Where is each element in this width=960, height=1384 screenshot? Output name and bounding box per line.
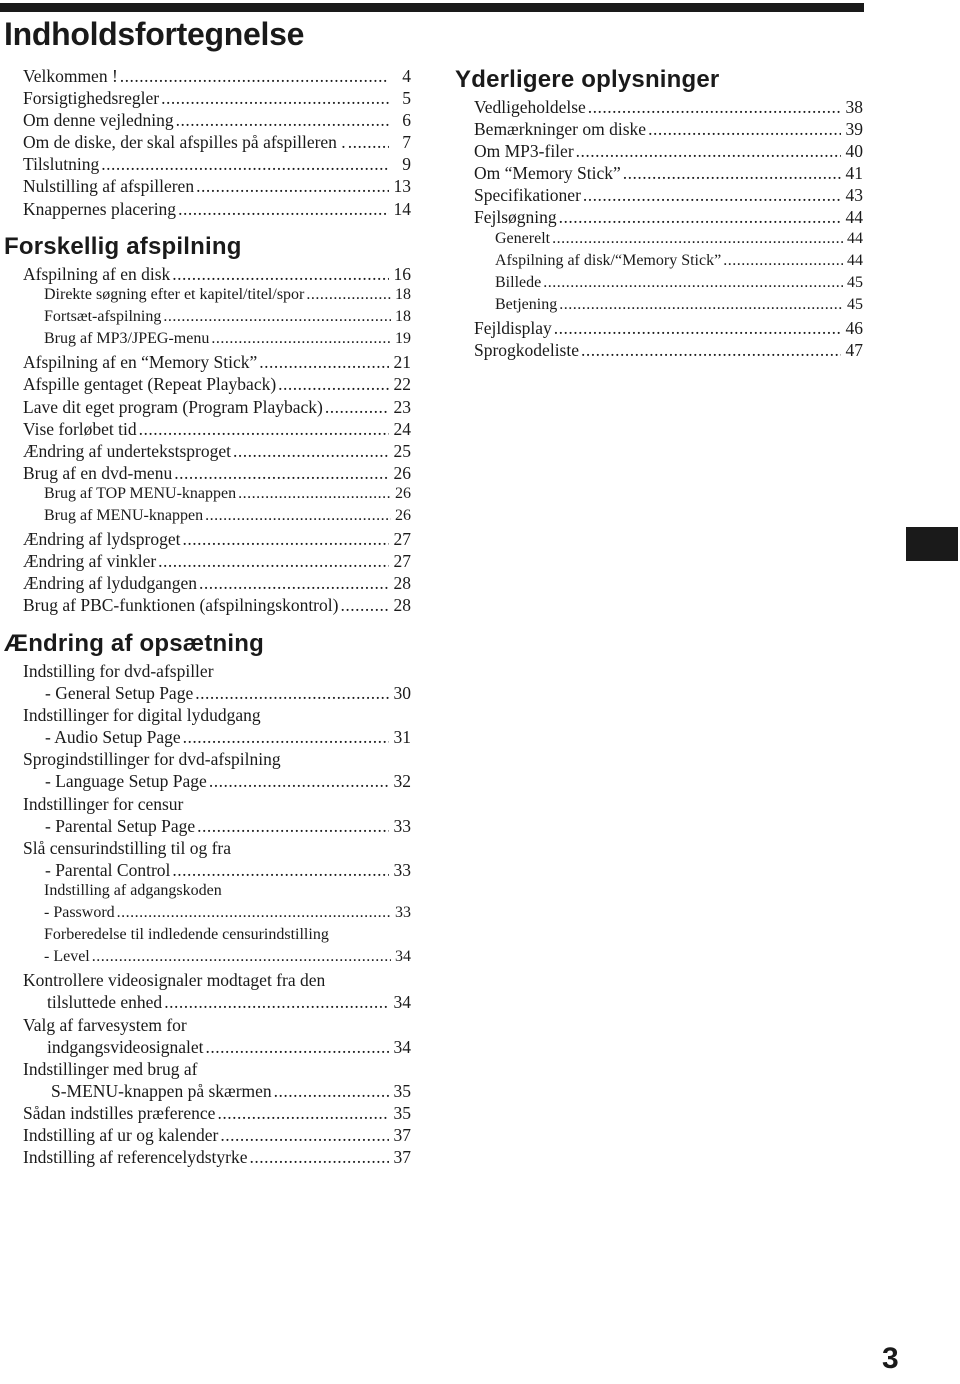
- toc-entry[interactable]: Sprogkodeliste ..... 47: [474, 340, 863, 362]
- toc-entry[interactable]: Fejlsøgning ..... 44: [474, 207, 863, 229]
- toc-subentry[interactable]: Direkte søgning efter et kapitel/titel/spor ..... 18: [23, 286, 411, 308]
- toc-subentry-title: Indstilling af adgangskoden: [44, 881, 222, 899]
- toc-entry[interactable]: Knappernes placering ..... 14: [23, 199, 411, 221]
- toc-more: [474, 97, 863, 362]
- page-title: Indholdsfortegnelse: [4, 16, 305, 52]
- section-heading-setup: Ændring af opsætning: [4, 630, 264, 657]
- toc-entry[interactable]: Indstilling af referencelydstyrke ..... 37: [23, 1147, 411, 1169]
- toc-entry[interactable]: Om de diske, der skal afspilles på afspilleren . ..... 7: [23, 132, 411, 154]
- toc-entry-title: Indstillinger med brug af: [23, 1058, 198, 1079]
- toc-subentry[interactable]: Billede ..... 45: [474, 274, 863, 296]
- toc-entry[interactable]: Vise forløbet tid ..... 24: [23, 419, 411, 441]
- section-heading-playback: Forskellig afspilning: [4, 233, 242, 260]
- toc-subentry[interactable]: Brug af MP3/JPEG-menu ..... 19: [23, 330, 411, 352]
- toc-entry[interactable]: Sådan indstilles præference ..... 35: [23, 1103, 411, 1125]
- toc-entry[interactable]: Ændring af lydudgangen ..... 28: [23, 573, 411, 595]
- toc-entry-title: Indstillinger for censur: [23, 793, 184, 814]
- section-thumb-tab: [906, 527, 958, 561]
- toc-subentry[interactable]: - Level ..... 34: [23, 948, 411, 970]
- toc-entry[interactable]: - Audio Setup Page ..... 31: [23, 727, 411, 749]
- toc-entry[interactable]: Brug af PBC-funktionen (afspilningskontrol) ..... 28: [23, 595, 411, 617]
- toc-entry[interactable]: Om “Memory Stick” ..... 41: [474, 163, 863, 185]
- toc-entry[interactable]: Lave dit eget program (Program Playback) ..... 23: [23, 397, 411, 419]
- toc-entry-title: Indstilling for dvd-afspiller: [23, 661, 214, 681]
- toc-entry[interactable]: Velkommen ! ..... 4: [23, 66, 411, 88]
- toc-entry[interactable]: Afspilning af en “Memory Stick” ..... 21: [23, 352, 411, 374]
- toc-entry[interactable]: Ændring af undertekstsproget ..... 25: [23, 441, 411, 463]
- toc-subentry[interactable]: Generelt ..... 44: [474, 230, 863, 252]
- toc-entry[interactable]: Om denne vejledning ..... 6: [23, 110, 411, 132]
- toc-entry[interactable]: Afspilning af en disk ..... 16: [23, 264, 411, 286]
- toc-entry-title: Valg af farvesystem for: [23, 1014, 187, 1035]
- toc-entry[interactable]: Fejldisplay ..... 46: [474, 318, 863, 340]
- toc-entry[interactable]: - General Setup Page ..... 30: [23, 683, 411, 705]
- toc-entry[interactable]: Bemærkninger om diske ..... 39: [474, 119, 863, 141]
- toc-setup: [23, 661, 411, 1169]
- toc-subentry-title: Forberedelse til indledende censurindstilling: [44, 926, 329, 944]
- toc-subentry[interactable]: Betjening ..... 45: [474, 296, 863, 318]
- toc-entry[interactable]: Afspille gentaget (Repeat Playback) ..... 22: [23, 374, 411, 396]
- toc-entry[interactable]: Forsigtighedsregler ..... 5: [23, 88, 411, 110]
- toc-entry[interactable]: Specifikationer ..... 43: [474, 185, 863, 207]
- toc-entry[interactable]: - Parental Setup Page ..... 33: [23, 816, 411, 838]
- toc-entry[interactable]: tilsluttede enhed ..... 34: [23, 992, 411, 1014]
- toc-entry[interactable]: Ændring af lydsproget ..... 27: [23, 529, 411, 551]
- toc-entry-title: Slå censurindstilling til og fra: [23, 837, 232, 858]
- toc-intro: [23, 66, 411, 221]
- toc-subentry[interactable]: - Password ..... 33: [23, 904, 411, 926]
- section-heading-more: Yderligere oplysninger: [455, 66, 720, 93]
- toc-subentry[interactable]: Brug af TOP MENU-knappen ..... 26: [23, 485, 411, 507]
- toc-entry-title: Kontrollere videosignaler modtaget fra den: [23, 970, 326, 991]
- top-rule: [0, 3, 864, 12]
- toc-entry[interactable]: - Parental Control ..... 33: [23, 860, 411, 882]
- toc-entry-title: Sprogindstillinger for dvd-afspilning: [23, 749, 281, 770]
- toc-entry[interactable]: S-MENU-knappen på skærmen ..... 35: [23, 1081, 411, 1103]
- toc-entry[interactable]: Ændring af vinkler ..... 27: [23, 551, 411, 573]
- toc-entry[interactable]: Om MP3-filer ..... 40: [474, 141, 863, 163]
- toc-subentry[interactable]: Brug af MENU-knappen ..... 26: [23, 507, 411, 529]
- toc-entry[interactable]: Tilslutning ..... 9: [23, 154, 411, 176]
- toc-entry-title: Indstillinger for digital lydudgang: [23, 705, 261, 726]
- toc-playback: [23, 264, 411, 618]
- toc-entry[interactable]: Indstilling af ur og kalender ..... 37: [23, 1125, 411, 1147]
- toc-entry[interactable]: - Language Setup Page ..... 32: [23, 771, 411, 793]
- toc-entry[interactable]: indgangsvideosignalet ..... 34: [23, 1037, 411, 1059]
- toc-subentry[interactable]: Fortsæt-afspilning ..... 18: [23, 308, 411, 330]
- toc-entry[interactable]: Brug af en dvd-menu ..... 26: [23, 463, 411, 485]
- toc-subentry[interactable]: Afspilning af disk/“Memory Stick” ..... 44: [474, 252, 863, 274]
- toc-entry[interactable]: Vedligeholdelse ..... 38: [474, 97, 863, 119]
- page-number: 3: [882, 1342, 899, 1375]
- toc-entry[interactable]: Nulstilling af afspilleren ..... 13: [23, 176, 411, 198]
